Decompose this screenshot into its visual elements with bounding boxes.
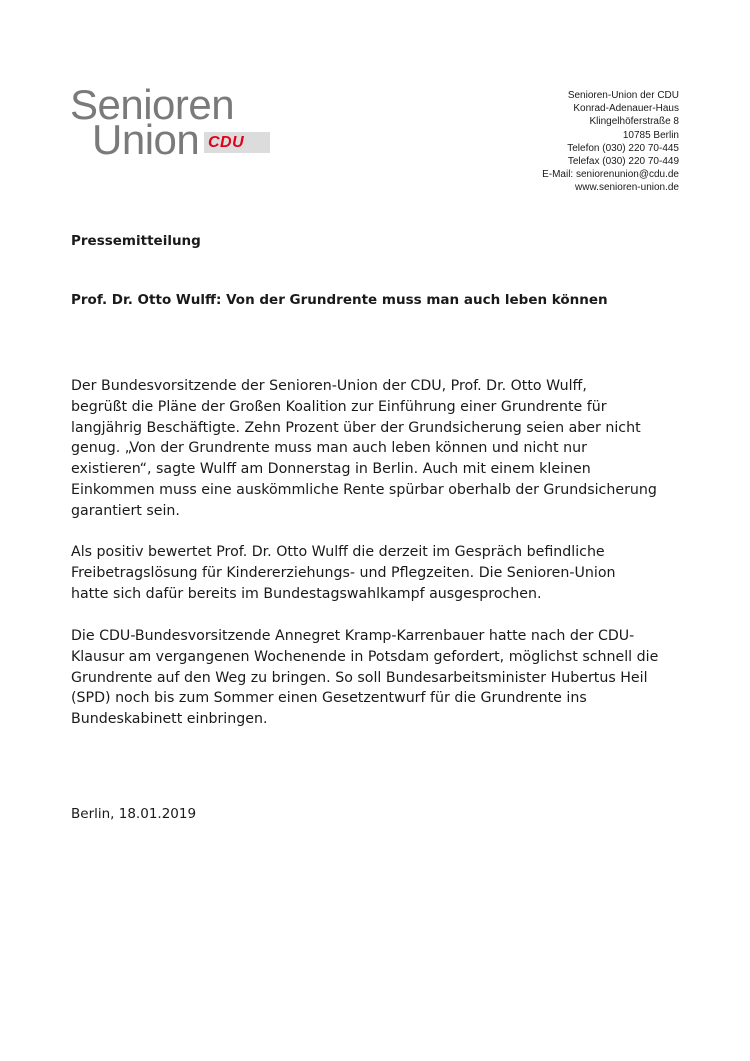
paragraph-line: (SPD) noch bis zum Sommer einen Gesetzentwurf für die Grundrente ins bbox=[71, 690, 587, 707]
paragraph-line: Grundrente auf den Weg zu bringen. So soll Bundesarbeitsminister Hubertus Heil bbox=[71, 669, 648, 686]
body-paragraph-2 bbox=[71, 542, 691, 604]
press-release-headline: Prof. Dr. Otto Wulff: Von der Grundrente muss man auch leben können bbox=[71, 292, 608, 308]
sender-address-block bbox=[542, 89, 679, 195]
dateline: Berlin, 18.01.2019 bbox=[71, 806, 197, 822]
address-website: www.senioren-union.de bbox=[575, 182, 679, 194]
paragraph-line: Der Bundesvorsitzende der Senioren-Union der CDU, Prof. Dr. Otto Wulff, bbox=[71, 378, 587, 394]
paragraph-line: Die CDU-Bundesvorsitzende Annegret Kramp-Karrenbauer hatte nach der CDU- bbox=[71, 628, 635, 644]
paragraph-line: Bundeskabinett einbringen. bbox=[71, 711, 268, 728]
paragraph-line: hatte sich dafür bereits im Bundestagswahlkampf ausgesprochen. bbox=[71, 585, 542, 602]
logo-word-union: Union bbox=[92, 116, 200, 163]
senioren-union-logo bbox=[70, 81, 280, 163]
document-type-label: Pressemitteilung bbox=[71, 233, 201, 249]
paragraph-line: Klausur am vergangenen Wochenende in Potsdam gefordert, möglichst schnell die bbox=[71, 648, 659, 665]
body-paragraph-3 bbox=[71, 626, 691, 730]
paragraph-line: existieren“, sagte Wulff am Donnerstag in Berlin. Auch mit einem kleinen bbox=[71, 461, 591, 478]
address-org: Senioren-Union der CDU bbox=[567, 90, 679, 101]
paragraph-line: begrüßt die Pläne der Großen Koalition zur Einführung einer Grundrente für bbox=[71, 398, 607, 415]
paragraph-line: Als positiv bewertet Prof. Dr. Otto Wulff die derzeit im Gespräch befindliche bbox=[71, 544, 605, 560]
address-email: E-Mail: seniorenunion@cdu.de bbox=[542, 169, 679, 181]
address-fax: Telefax (030) 220 70-449 bbox=[567, 156, 679, 168]
paragraph-line: genug. „Von der Grundrente muss man auch leben können und nicht nur bbox=[71, 440, 587, 457]
body-paragraph-1 bbox=[71, 376, 691, 522]
paragraph-line: Einkommen muss eine auskömmliche Rente spürbar oberhalb der Grundsicherung bbox=[71, 481, 657, 498]
address-building: Konrad-Adenauer-Haus bbox=[573, 103, 679, 115]
cdu-badge bbox=[204, 132, 270, 153]
logo-word-senioren: Senioren bbox=[70, 81, 235, 128]
cdu-badge-text: CDU bbox=[208, 134, 245, 151]
address-city: 10785 Berlin bbox=[622, 129, 679, 141]
address-street: Klingelhöferstraße 8 bbox=[589, 116, 679, 128]
paragraph-line: Freibetragslösung für Kindererziehungs- und Pflegzeiten. Die Senioren-Union bbox=[71, 564, 616, 581]
paragraph-line: garantiert sein. bbox=[71, 502, 180, 519]
paragraph-line: langjährig Beschäftigte. Zehn Prozent über der Grundsicherung seien aber nicht bbox=[71, 419, 641, 436]
address-phone: Telefon (030) 220 70-445 bbox=[567, 142, 679, 154]
